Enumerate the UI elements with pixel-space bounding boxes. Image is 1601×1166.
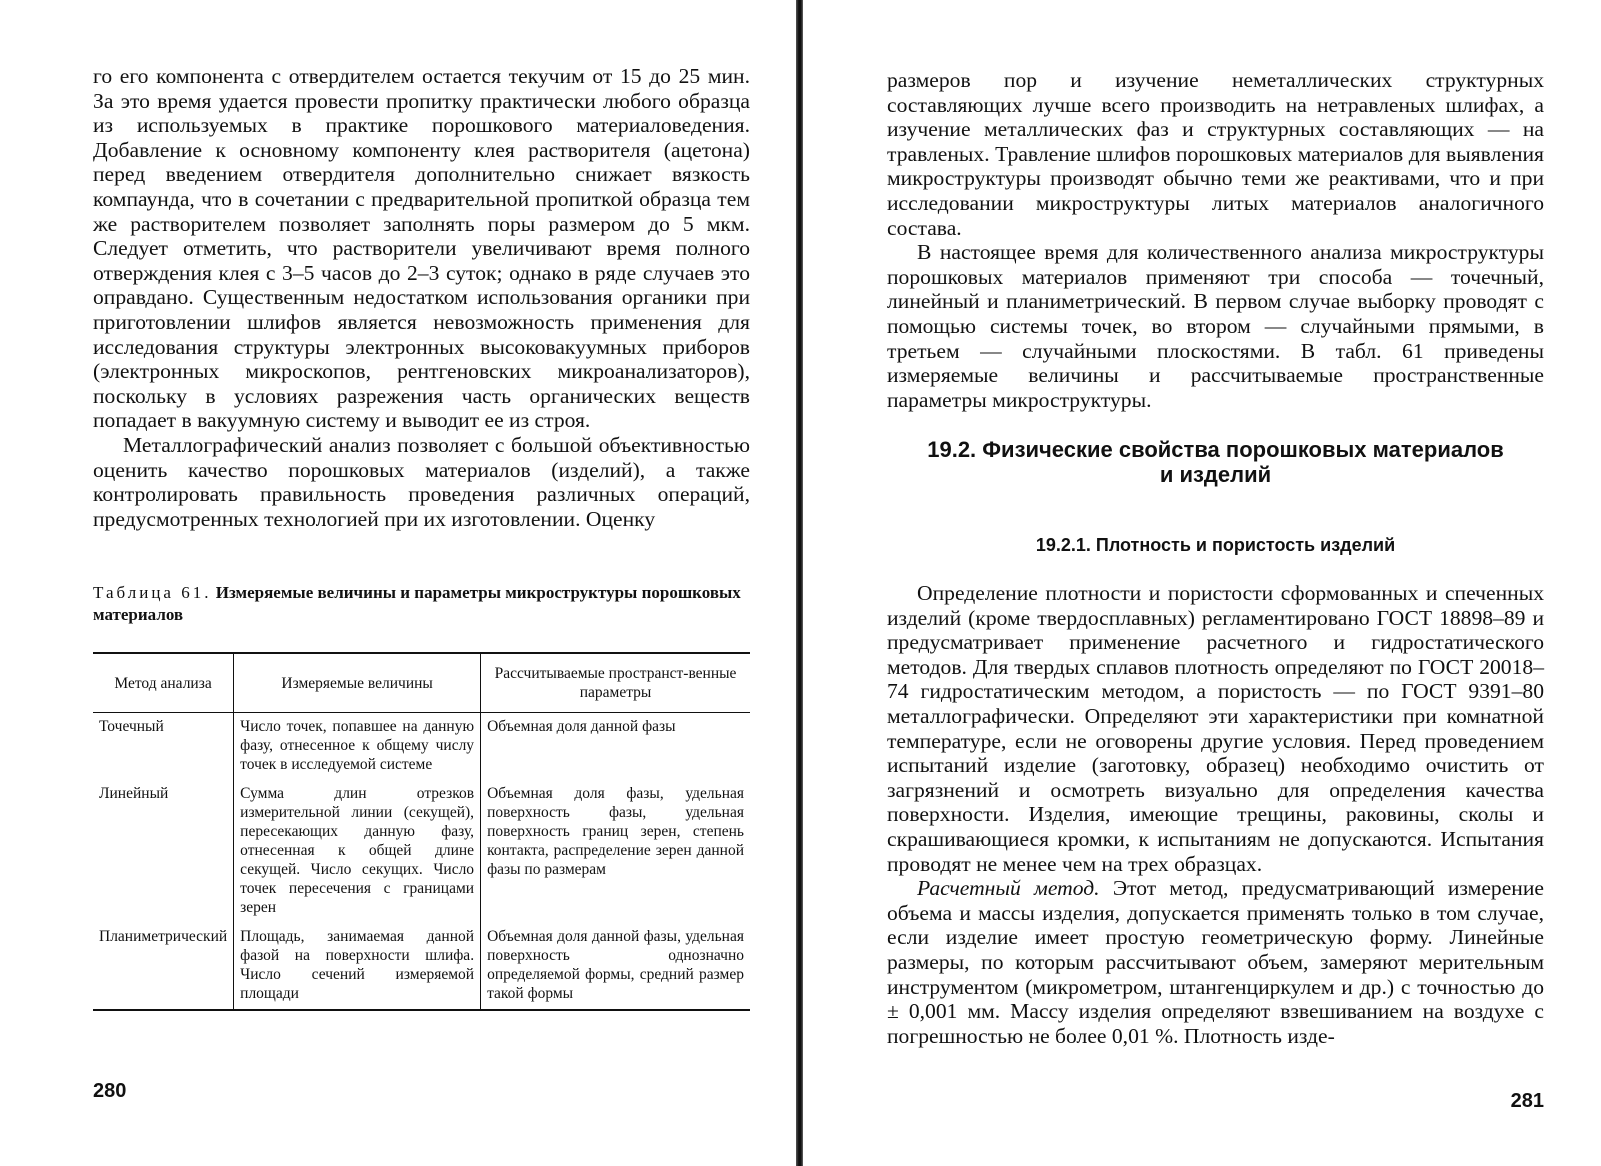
left-page-text bbox=[93, 64, 750, 531]
section-heading-line2: и изделий bbox=[1159, 462, 1272, 487]
subsection-heading: 19.2.1. Плотность и пористость изделий bbox=[1035, 535, 1396, 555]
table-cell-calculated: Объемная доля данной фазы, удельная поверхность однозначно определяемой формы, средний размер такой формы bbox=[481, 923, 750, 1010]
table-row bbox=[93, 713, 750, 781]
microstructure-table bbox=[93, 652, 750, 1011]
table-caption bbox=[93, 582, 750, 626]
table-cell-method: Точечный bbox=[99, 718, 164, 735]
book-spine bbox=[796, 0, 803, 1166]
paragraph-density: Определение плотности и пористости сформованных и спеченных изделий (кроме твердосплавных) регламентировано ГОСТ 18898–89 и предусматривает применение расчетного и гидростатического методов. Для твердых сплавов плотность определяют по ГОСТ 20018–74 гидростатическим методом, а пористость — по ГОСТ 9391–80 металлографически. Определяют эти характеристики при комнатной температуре, если не оговорены другие условия. Перед проведением испытаний изделие (заготовку, образец) необходимо очистить от загрязнений и осмотреть визуально для определения качества поверхности. Изделия, имеющие трещины, раковины, сколы и скрашивающиеся кромки, к испытаниям не допускаются. Испытания проводят не менее чем на трех образцах. bbox=[887, 581, 1544, 876]
table-cell-calculated: Объемная доля данной фазы bbox=[481, 713, 750, 781]
calc-method-term: Расчетный метод. bbox=[917, 876, 1100, 901]
table-cell-measured: Число точек, попавшее на данную фазу, отнесенное к общему числу точек в исследуемой системе bbox=[234, 713, 481, 781]
paragraph-continued: го его компонента с отвердителем остается текучим от 15 до 25 мин. За это время удается провести пропитку практически любого образца из используемых в практике порошкового материаловедения. Добавление к основному компоненту клея растворителя (ацетона) перед введением отвердителя дополнительно снижает вязкость компаунда, что в сочетании с предварительной пропиткой образца тем же растворителем позволяет заполнять поры размером до 5 мкм. Следует отметить, что растворители увеличивают время полного отверждения клея с 3–5 часов до 2–3 суток; однако в ряде случаев это оправдано. Существенным недостатком использования органики при приготовлении шлифов является невозможность применения для исследования структуры электронных высоковакуумных приборов (электронных микроскопов, рентгеновских микроанализаторов), поскольку в условиях разрежения часть органических веществ попадает в вакуумную систему и выводит ее из строя. bbox=[93, 64, 750, 433]
page-number-left: 280 bbox=[93, 1080, 127, 1102]
table-caption-label: Таблица 61. bbox=[93, 583, 212, 602]
paragraph-metallography: Металлографический анализ позволяет с большой объективностью оценить качество порошковых материалов (изделий), а также контролировать правильность проведения различных операций, предусмотренных технологией при их изготовлении. Оценку bbox=[93, 432, 750, 531]
paragraph-quantitative: В настоящее время для количественного анализа микроструктуры порошковых материалов применяют три способа — точечный, линейный и планиметрический. В первом случае выборку проводят с помощью системы точек, во втором — случайными прямыми, в третьем — случайными плоскостями. В табл. 61 приведены измеряемые величины и рассчитываемые пространственные параметры микроструктуры. bbox=[887, 240, 1544, 412]
page-number-right: 281 bbox=[1510, 1090, 1544, 1112]
paragraph-calc-method bbox=[887, 876, 1544, 1048]
table-cell-measured: Сумма длин отрезков измерительной линии (секущей), пересекающих данную фазу, отнесенная к общей длине секущей. Число секущих. Число точек пересечения с границами зерен bbox=[234, 780, 481, 923]
table-cell-method: Планиметрический bbox=[93, 923, 234, 1010]
table-cell-calculated: Объемная доля фазы, удельная поверхность фазы, удельная поверхность границ зерен, степень контакта, распределение зерен данной фазы по размерам bbox=[481, 780, 750, 923]
table-caption-title: Измеряемые величины и параметры микроструктуры порошковых материалов bbox=[93, 583, 741, 624]
table-cell-method: Линейный bbox=[99, 785, 169, 802]
table-header-calculated: Рассчитываемые пространст-венные параметры bbox=[481, 653, 750, 713]
paragraph-pores: размеров пор и изучение неметаллических структурных составляющих лучше всего производить на нетравленых шлифах, а изучение металлических фаз и структурных составляющих — на травленых. Травление шлифов порошковых материалов для выявления микроструктуры производят обычно теми же реактивами, что и при исследовании микроструктуры литых материалов аналогичного состава. bbox=[887, 68, 1544, 240]
table-header-method: Метод анализа bbox=[93, 653, 234, 713]
right-page-text-bottom bbox=[887, 581, 1544, 1048]
table-header-measured: Измеряемые величины bbox=[234, 653, 481, 713]
section-heading bbox=[887, 437, 1544, 487]
table-cell-measured: Площадь, занимаемая данной фазой на поверхности шлифа. Число сечений измеряемой площади bbox=[234, 923, 481, 1010]
table-header-row bbox=[93, 653, 750, 713]
calc-method-text: Этот метод, предусматривающий измерение объема и массы изделия, допускается применять только в том случае, если изделие имеет простую геометрическую форму. Линейные размеры, по которым рассчитывают объем, замеряют мерительным инструментом (микрометром, штангенциркулем и др.) с точностью до ± 0,001 мм. Массу изделия определяют взвешиванием на воздухе с погрешностью не более 0,01 %. Плотность изде- bbox=[887, 876, 1544, 1048]
section-heading-line1: 19.2. Физические свойства порошковых материалов bbox=[927, 437, 1504, 462]
table-row bbox=[93, 780, 750, 923]
table-row bbox=[93, 923, 750, 1010]
right-page-text-top bbox=[887, 68, 1544, 412]
